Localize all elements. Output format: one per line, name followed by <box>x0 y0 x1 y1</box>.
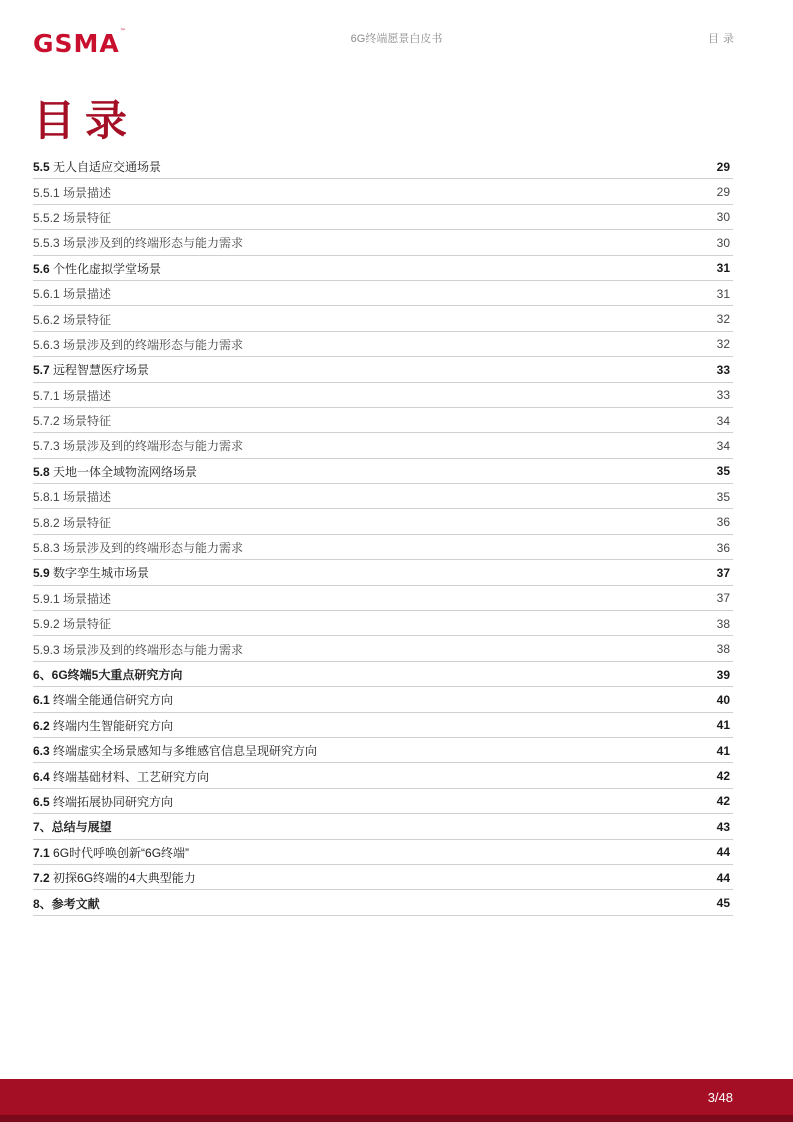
page-title: 目录 <box>33 96 138 145</box>
toc-entry-label <box>33 234 243 251</box>
toc-entry-page: 41 <box>716 718 730 733</box>
toc-entry-text: 5.8.1 场景描述 <box>33 490 112 505</box>
toc-entry-text: 远程智慧医疗场景 <box>53 363 150 378</box>
toc-entry[interactable] <box>33 586 733 611</box>
toc-entry-text: 7、总结与展望 <box>33 820 112 835</box>
toc-entry[interactable] <box>33 459 733 484</box>
toc-entry-number: 5.5 <box>33 160 50 175</box>
toc-entry[interactable] <box>33 383 733 408</box>
toc-entry-text: 终端基础材料、工艺研究方向 <box>53 769 210 784</box>
toc-entry-text: 5.6.1 场景描述 <box>33 287 112 302</box>
toc-entry-label <box>33 412 111 429</box>
toc-entry-text: 终端拓展协同研究方向 <box>53 794 174 809</box>
toc-entry-text: 数字孪生城市场景 <box>53 566 150 581</box>
toc-entry-page: 38 <box>716 642 730 657</box>
toc-entry-text: 5.7.1 场景描述 <box>33 388 112 403</box>
toc-entry-page: 37 <box>716 565 730 580</box>
toc-entry-page: 35 <box>716 489 730 504</box>
toc-entry[interactable] <box>33 763 733 788</box>
toc-entry[interactable] <box>33 154 733 179</box>
toc-entry[interactable] <box>33 789 733 814</box>
toc-entry-page: 31 <box>716 286 730 301</box>
toc-entry-text: 初探6G终端的4大典型能力 <box>53 871 196 886</box>
toc-entry-label <box>33 514 111 531</box>
toc-entry[interactable] <box>33 636 733 661</box>
toc-entry-label <box>33 590 111 607</box>
toc-entry-number: 5.6 <box>33 261 50 276</box>
page-number: 3/48 <box>707 1090 733 1105</box>
toc-entry-label <box>33 539 243 556</box>
toc-entry[interactable] <box>33 662 733 687</box>
toc-entry-label <box>33 742 317 759</box>
toc-entry[interactable] <box>33 281 733 306</box>
toc-entry-label <box>33 717 173 734</box>
toc-entry-text: 5.5.3 场景涉及到的终端形态与能力需求 <box>33 236 244 251</box>
toc-entry-page: 30 <box>716 235 730 250</box>
toc-entry-page: 45 <box>716 896 730 911</box>
document-title: 6G终端愿景白皮书 <box>350 33 443 45</box>
toc-entry-page: 38 <box>716 616 730 631</box>
toc-entry-number: 6.5 <box>33 794 50 809</box>
toc-entry-label <box>33 818 112 835</box>
toc-entry[interactable] <box>33 713 733 738</box>
toc-entry-label <box>33 260 161 277</box>
toc-entry-label <box>33 184 111 201</box>
toc-entry-label <box>33 311 111 328</box>
toc-entry-label <box>33 895 100 912</box>
toc-entry[interactable] <box>33 509 733 534</box>
toc-entry-page: 29 <box>716 159 730 174</box>
toc-entry-text: 无人自适应交通场景 <box>53 160 162 175</box>
toc-entry-label <box>33 869 196 886</box>
toc-entry[interactable] <box>33 738 733 763</box>
toc-entry[interactable] <box>33 179 733 204</box>
toc-entry[interactable] <box>33 408 733 433</box>
toc-entry-label <box>33 463 197 480</box>
toc-entry-number: 6.1 <box>33 693 50 708</box>
toc-entry-text: 5.5.2 场景特征 <box>33 210 112 225</box>
toc-entry-label <box>33 437 243 454</box>
toc-entry-text: 5.9.3 场景涉及到的终端形态与能力需求 <box>33 642 244 657</box>
toc-entry-page: 30 <box>716 210 730 225</box>
toc-entry-text: 5.7.3 场景涉及到的终端形态与能力需求 <box>33 439 244 454</box>
toc-entry-page: 31 <box>716 261 730 276</box>
toc-entry-number: 7.1 <box>33 845 50 860</box>
toc-entry-label <box>33 793 173 810</box>
toc-entry[interactable] <box>33 230 733 255</box>
toc-entry[interactable] <box>33 535 733 560</box>
toc-entry-number: 7.2 <box>33 871 50 886</box>
toc-entry-page: 35 <box>716 464 730 479</box>
toc-entry[interactable] <box>33 306 733 331</box>
toc-entry-text: 6、6G终端5大重点研究方向 <box>33 668 183 682</box>
gsma-logo: GSMA™ <box>33 27 127 58</box>
toc-entry[interactable] <box>33 357 733 382</box>
toc-entry-number: 5.9 <box>33 566 50 581</box>
toc-entry[interactable] <box>33 687 733 712</box>
toc-entry-text: 终端全能通信研究方向 <box>53 693 174 708</box>
toc-entry[interactable] <box>33 560 733 585</box>
toc-entry-page: 34 <box>716 438 730 453</box>
toc-entry-page: 42 <box>716 794 730 809</box>
toc-entry[interactable] <box>33 205 733 230</box>
toc-entry-text: 终端虚实全场景感知与多维感官信息呈现研究方向 <box>53 744 318 759</box>
toc-entry-page: 44 <box>716 845 730 860</box>
toc-entry-label <box>33 336 243 353</box>
toc-entry-label <box>33 209 111 226</box>
toc-entry-page: 37 <box>716 591 730 606</box>
toc-entry[interactable] <box>33 484 733 509</box>
toc-entry-page: 34 <box>716 413 730 428</box>
toc-entry-page: 36 <box>716 515 730 530</box>
toc-entry-label <box>33 691 173 708</box>
toc-entry-text: 终端内生智能研究方向 <box>53 718 174 733</box>
toc-entry-page: 41 <box>716 743 730 758</box>
toc-entry[interactable] <box>33 840 733 865</box>
toc-entry-page: 44 <box>716 870 730 885</box>
toc-entry[interactable] <box>33 865 733 890</box>
toc-entry-page: 29 <box>716 185 730 200</box>
toc-entry-label <box>33 361 149 378</box>
toc-entry-text: 8、参考文献 <box>33 896 100 911</box>
toc-entry-page: 39 <box>716 667 730 682</box>
toc-entry-page: 42 <box>716 769 730 784</box>
toc-entry-label <box>33 768 209 785</box>
toc-entry[interactable] <box>33 433 733 458</box>
toc-entry-page: 32 <box>716 312 730 327</box>
toc-entry-text: 5.8.3 场景涉及到的终端形态与能力需求 <box>33 541 244 556</box>
table-of-contents <box>33 154 733 916</box>
toc-entry-text: 5.6.3 场景涉及到的终端形态与能力需求 <box>33 337 244 352</box>
toc-entry-page: 43 <box>716 819 730 834</box>
toc-entry-text: 5.7.2 场景特征 <box>33 414 112 429</box>
toc-entry[interactable] <box>33 611 733 636</box>
toc-entry-number: 6.3 <box>33 744 50 759</box>
toc-entry-label <box>33 488 111 505</box>
toc-entry-text: 5.8.2 场景特征 <box>33 515 112 530</box>
toc-entry[interactable] <box>33 332 733 357</box>
toc-entry-text: 5.9.1 场景描述 <box>33 591 112 606</box>
toc-entry[interactable] <box>33 256 733 281</box>
toc-entry-page: 36 <box>716 540 730 555</box>
toc-entry-page: 33 <box>716 362 730 377</box>
toc-entry-label <box>33 641 243 658</box>
toc-entry-number: 5.8 <box>33 464 50 479</box>
toc-entry-page: 32 <box>716 337 730 352</box>
toc-entry-text: 个性化虚拟学堂场景 <box>53 261 162 276</box>
toc-entry-number: 5.7 <box>33 363 50 378</box>
section-label: 目录 <box>708 33 738 45</box>
toc-entry-label <box>33 844 189 861</box>
toc-entry-label <box>33 158 161 175</box>
toc-entry-text: 5.9.2 场景特征 <box>33 617 112 632</box>
toc-entry-label <box>33 615 111 632</box>
toc-entry[interactable] <box>33 814 733 839</box>
toc-entry-page: 33 <box>716 388 730 403</box>
toc-entry-text: 5.5.1 场景描述 <box>33 185 112 200</box>
toc-entry-text: 6G时代呼唤创新“6G终端” <box>53 845 190 860</box>
footer-strip <box>0 1115 793 1122</box>
toc-entry-label <box>33 564 149 581</box>
toc-entry-text: 5.6.2 场景特征 <box>33 312 112 327</box>
toc-entry-number: 6.4 <box>33 769 50 784</box>
toc-entry-number: 6.2 <box>33 718 50 733</box>
toc-entry-page: 40 <box>716 692 730 707</box>
toc-entry-text: 天地一体全域物流网络场景 <box>53 464 198 479</box>
toc-entry-label <box>33 285 111 302</box>
footer-band <box>0 1079 793 1115</box>
toc-entry-label <box>33 666 182 683</box>
toc-entry-label <box>33 387 111 404</box>
toc-entry[interactable] <box>33 890 733 915</box>
